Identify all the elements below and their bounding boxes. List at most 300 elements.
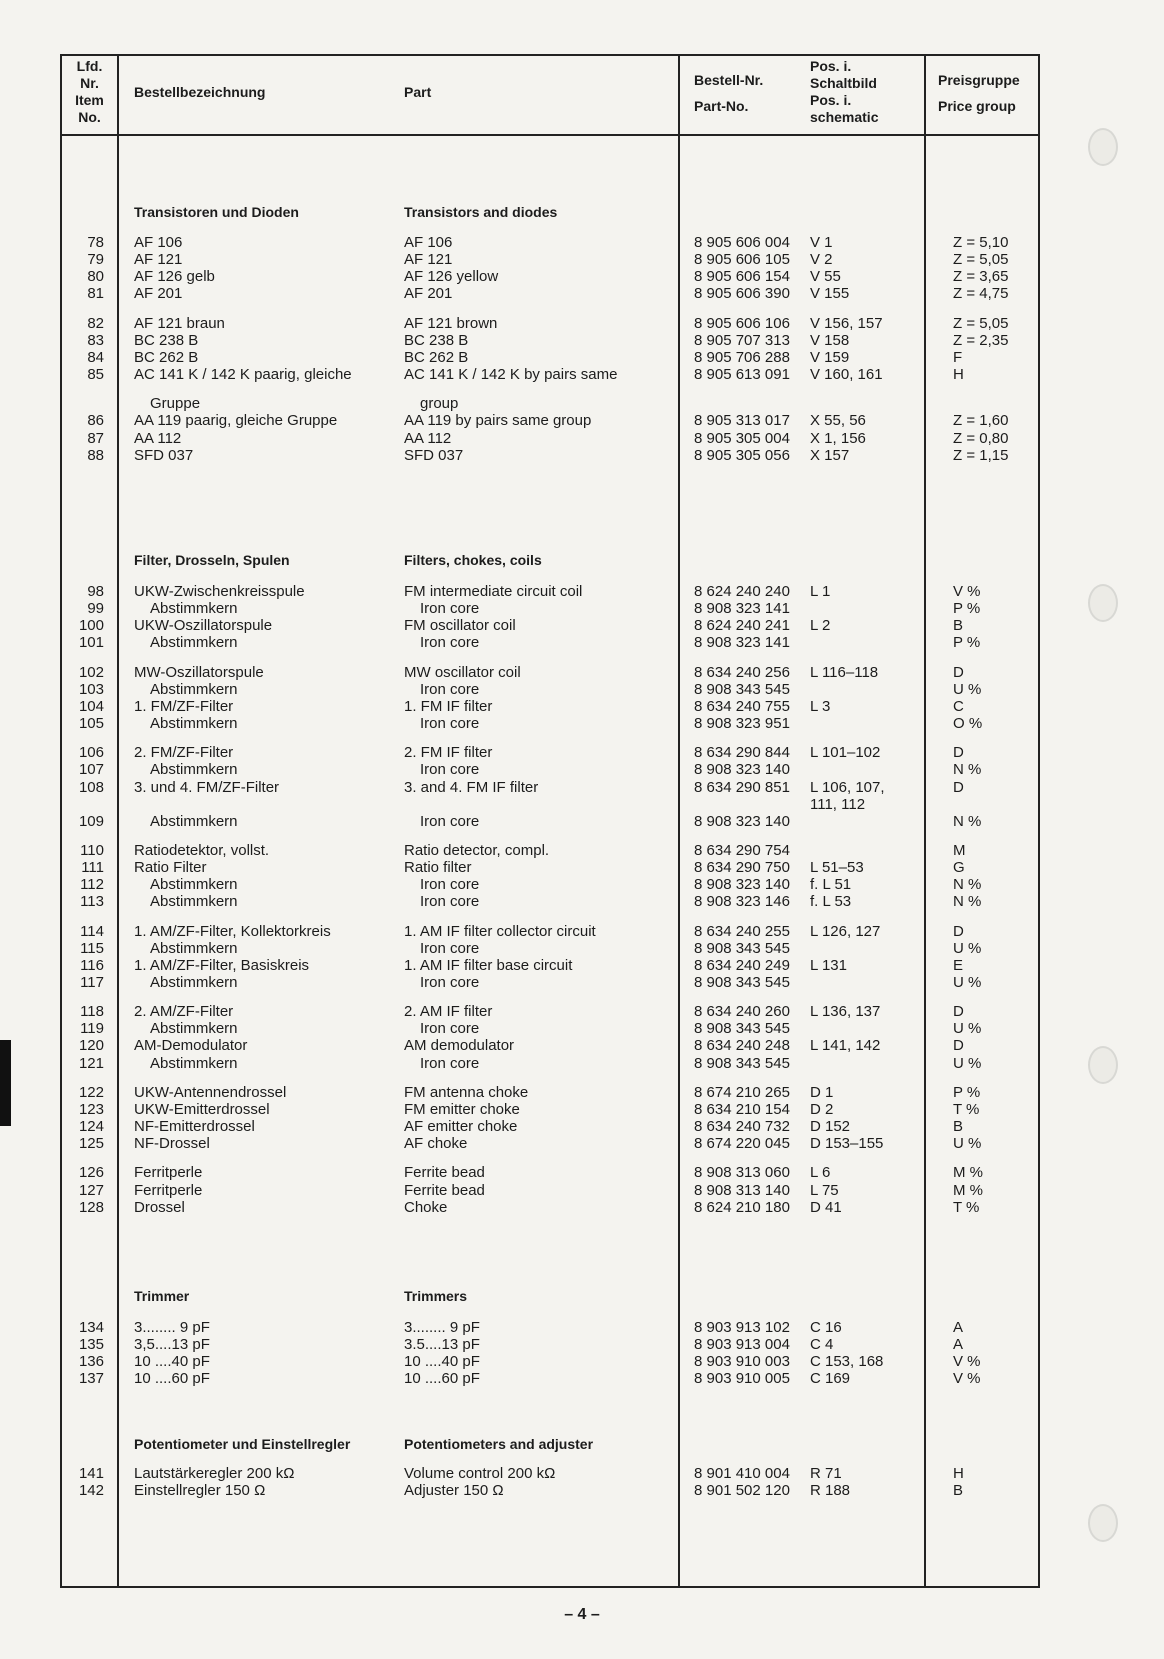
part-number: 8 634 210 154 (694, 1100, 790, 1118)
item-number: 83 (87, 331, 104, 349)
part-number: 8 634 240 249 (694, 956, 790, 974)
part-number: 8 905 313 017 (694, 412, 790, 430)
item-number: 112 (80, 876, 104, 894)
part-number: 8 905 305 056 (694, 446, 790, 464)
section-title-en: Transistors and diodes (404, 204, 558, 220)
price-group: N % (953, 893, 982, 911)
item-number: 119 (80, 1020, 104, 1038)
description-de: 1. AM/ZF-Filter, Basiskreis (134, 956, 310, 974)
schematic-position: L 3 (810, 697, 831, 715)
item-number: 111 (81, 859, 104, 877)
description-en: AF 126 yellow (404, 268, 499, 286)
table-row (62, 715, 1038, 732)
schematic-position: C 16 (810, 1319, 842, 1336)
section-title-en: Trimmers (404, 1288, 468, 1304)
part-number: 8 908 343 545 (694, 939, 790, 957)
table-row (62, 332, 1038, 349)
section-title-de: Trimmer (134, 1288, 190, 1304)
description-en: AF choke (404, 1135, 468, 1153)
description-de: Ratio Filter (134, 859, 207, 877)
table-row (62, 285, 1038, 302)
item-number: 124 (78, 1118, 104, 1136)
part-number: 8 634 240 755 (694, 697, 790, 715)
part-number: 8 634 240 260 (694, 1003, 790, 1021)
price-group: T % (953, 1198, 980, 1216)
part-number: 8 908 313 060 (694, 1164, 790, 1182)
table-row (62, 957, 1038, 974)
item-number: 118 (80, 1003, 104, 1021)
description-en: 2. FM IF filter (404, 744, 493, 762)
description-de: 3........ 9 pF (134, 1319, 210, 1336)
part-number: 8 905 606 105 (694, 251, 790, 269)
part-number: 8 905 606 390 (694, 285, 790, 303)
table-row (62, 664, 1038, 681)
description-en: Iron core (420, 715, 480, 733)
item-number: 115 (80, 939, 104, 957)
header-position: Pos. i. Schaltbild Pos. i. schematic (810, 58, 879, 125)
description-de: Lautstärkeregler 200 kΩ (134, 1465, 295, 1482)
description-de: AF 106 (134, 234, 183, 251)
table-row (62, 1319, 1038, 1336)
table-row (62, 859, 1038, 876)
price-group: F (953, 348, 963, 366)
part-number: 8 908 343 545 (694, 680, 790, 698)
price-group: V % (953, 583, 981, 600)
item-number: 78 (87, 234, 104, 251)
description-en: 1. AM IF filter base circuit (404, 956, 573, 974)
item-number: 120 (78, 1037, 104, 1055)
price-group: U % (953, 680, 982, 698)
header-part-no: Part-No. (694, 98, 749, 114)
price-group: D (953, 778, 964, 796)
price-group: Z = 5,05 (953, 314, 1009, 332)
table-row (62, 876, 1038, 893)
item-number: 104 (78, 697, 104, 715)
part-number: 8 905 707 313 (694, 331, 790, 349)
item-number: 126 (78, 1164, 104, 1182)
description-de: Abstimmkern (150, 876, 238, 894)
part-number: 8 674 220 045 (694, 1135, 790, 1153)
schematic-position: f. L 51 (810, 876, 852, 894)
part-number: 8 903 913 004 (694, 1336, 790, 1354)
price-group: N % (953, 812, 982, 830)
item-number: 121 (78, 1054, 104, 1072)
description-en: Iron core (420, 876, 480, 894)
price-group: D (953, 1037, 964, 1055)
description-en: Iron core (420, 1020, 480, 1038)
price-group: M % (953, 1181, 983, 1199)
description-en: Adjuster 150 Ω (404, 1482, 504, 1500)
description-en: BC 262 B (404, 348, 469, 366)
description-en: Ferrite bead (404, 1181, 485, 1199)
description-de: 1. FM/ZF-Filter (134, 697, 234, 715)
price-group: Z = 1,15 (953, 446, 1009, 464)
table-row (62, 1118, 1038, 1135)
schematic-position: R 188 (810, 1482, 851, 1500)
description-de: UKW-Emitterdrossel (134, 1100, 270, 1118)
price-group: U % (953, 1054, 982, 1072)
description-en: SFD 037 (404, 446, 464, 464)
schematic-position: V 160, 161 (810, 366, 883, 384)
schematic-position: 111, 112 (810, 795, 866, 813)
part-number: 8 908 323 951 (694, 715, 790, 733)
part-number: 8 903 913 102 (694, 1319, 790, 1336)
description-en: AM demodulator (404, 1037, 515, 1055)
price-group: U % (953, 974, 982, 991)
section-header (62, 1288, 1038, 1305)
punch-hole (1088, 1504, 1118, 1542)
item-number: 127 (78, 1181, 104, 1199)
schematic-position: L 51–53 (810, 859, 864, 877)
price-group: B (953, 1482, 964, 1500)
part-number: 8 674 210 265 (694, 1083, 790, 1101)
table-row (62, 761, 1038, 778)
item-number: 141 (78, 1465, 104, 1482)
price-group: H (953, 1465, 964, 1482)
table-row (62, 1055, 1038, 1072)
description-en: 3.5....13 pF (404, 1336, 480, 1354)
price-group: D (953, 1003, 964, 1021)
description-en: Iron core (420, 761, 480, 779)
description-en: Ratio filter (404, 859, 472, 877)
price-group: N % (953, 761, 982, 779)
description-de: 3. und 4. FM/ZF-Filter (134, 778, 280, 796)
part-number: 8 624 240 240 (694, 583, 790, 600)
description-en: Iron core (420, 812, 480, 830)
schematic-position: V 158 (810, 331, 850, 349)
description-en: group (420, 395, 459, 413)
item-number: 82 (87, 314, 104, 332)
description-en: 2. AM IF filter (404, 1003, 493, 1021)
description-de: AF 201 (134, 285, 183, 303)
item-number: 103 (78, 680, 104, 698)
table-row (62, 1182, 1038, 1199)
description-de: AM-Demodulator (134, 1037, 248, 1055)
description-en: 1. AM IF filter collector circuit (404, 922, 596, 940)
header-divider (62, 134, 1038, 136)
price-group: M (953, 841, 966, 859)
table-row (62, 268, 1038, 285)
schematic-position: L 141, 142 (810, 1037, 881, 1055)
table-row (62, 412, 1038, 429)
description-en: Iron core (420, 680, 480, 698)
table-row (62, 251, 1038, 268)
schematic-position: L 131 (810, 956, 847, 974)
description-de: NF-Drossel (134, 1135, 210, 1153)
table-row (62, 349, 1038, 366)
schematic-position: L 106, 107, (810, 778, 885, 796)
description-de: AF 126 gelb (134, 268, 215, 286)
description-de: Abstimmkern (150, 1020, 238, 1038)
table-row (62, 1037, 1038, 1054)
item-number: 80 (87, 268, 104, 286)
part-number: 8 905 606 106 (694, 314, 790, 332)
item-number: 85 (87, 366, 104, 384)
table-row (62, 923, 1038, 940)
item-number: 99 (87, 600, 104, 618)
part-number: 8 903 910 005 (694, 1370, 790, 1388)
part-number: 8 903 910 003 (694, 1353, 790, 1371)
item-number: 110 (80, 841, 104, 859)
description-en: Iron core (420, 1054, 480, 1072)
schematic-position: V 156, 157 (810, 314, 883, 332)
price-group: A (953, 1336, 964, 1354)
price-group: G (953, 859, 965, 877)
price-group: T % (953, 1100, 980, 1118)
item-number: 88 (87, 446, 104, 464)
binder-edge-mark (0, 1040, 11, 1126)
description-en: FM intermediate circuit coil (404, 583, 583, 600)
price-group: Z = 5,10 (953, 234, 1009, 251)
table-row (62, 1353, 1038, 1370)
header-preisgruppe: Preisgruppe (938, 72, 1020, 88)
description-de: Abstimmkern (150, 939, 238, 957)
description-en: BC 238 B (404, 331, 469, 349)
table-row (62, 744, 1038, 761)
description-en: Volume control 200 kΩ (404, 1465, 556, 1482)
table-row (62, 796, 1038, 813)
item-number: 100 (78, 617, 104, 635)
description-de: Abstimmkern (150, 680, 238, 698)
table-row (62, 617, 1038, 634)
punch-hole (1088, 584, 1118, 622)
item-number: 113 (80, 893, 104, 911)
section-title-de: Filter, Drosseln, Spulen (134, 552, 290, 568)
description-de: UKW-Oszillatorspule (134, 617, 273, 635)
description-de: AF 121 (134, 251, 183, 269)
description-de: AA 112 (134, 429, 182, 447)
table-row (62, 779, 1038, 796)
price-group: D (953, 922, 964, 940)
description-de: Abstimmkern (150, 812, 238, 830)
item-number: 105 (78, 715, 104, 733)
header-item-no: Lfd. Nr. Item No. (75, 58, 104, 125)
schematic-position: D 41 (810, 1198, 842, 1216)
price-group: O % (953, 715, 983, 733)
table-row (62, 1164, 1038, 1181)
part-number: 8 634 240 248 (694, 1037, 790, 1055)
part-number: 8 908 343 545 (694, 1054, 790, 1072)
description-de: UKW-Zwischenkreisspule (134, 583, 305, 600)
item-number: 109 (78, 812, 104, 830)
table-row (62, 430, 1038, 447)
description-de: Abstimmkern (150, 893, 238, 911)
item-number: 86 (87, 412, 104, 430)
price-group: V % (953, 1353, 981, 1371)
item-number: 79 (87, 251, 104, 269)
description-en: AF 121 (404, 251, 453, 269)
description-de: Abstimmkern (150, 634, 238, 652)
description-en: AF 106 (404, 234, 453, 251)
part-number: 8 908 323 141 (694, 600, 790, 618)
table-row (62, 395, 1038, 412)
description-de: Ferritperle (134, 1164, 203, 1182)
description-en: Iron core (420, 600, 480, 618)
item-number: 87 (87, 429, 104, 447)
schematic-position: L 1 (810, 583, 831, 600)
punch-hole (1088, 128, 1118, 166)
table-row (62, 634, 1038, 651)
part-number: 8 908 323 140 (694, 761, 790, 779)
item-number: 98 (87, 583, 104, 600)
schematic-position: D 153–155 (810, 1135, 884, 1153)
price-group: P % (953, 600, 981, 618)
schematic-position: X 1, 156 (810, 429, 866, 447)
description-de: AA 119 paarig, gleiche Gruppe (134, 412, 338, 430)
description-de: Ratiodetektor, vollst. (134, 841, 270, 859)
table-row (62, 813, 1038, 830)
item-number: 108 (78, 778, 104, 796)
table-row (62, 1465, 1038, 1482)
description-en: Choke (404, 1198, 448, 1216)
description-en: Iron core (420, 974, 480, 991)
item-number: 125 (78, 1135, 104, 1153)
schematic-position: V 159 (810, 348, 850, 366)
item-number: 137 (78, 1370, 104, 1388)
section-title-en: Potentiometers and adjuster (404, 1436, 594, 1452)
description-de: 2. FM/ZF-Filter (134, 744, 234, 762)
item-number: 122 (78, 1083, 104, 1101)
part-number: 8 624 240 241 (694, 617, 790, 635)
description-en: AA 112 (404, 429, 452, 447)
part-number: 8 908 323 141 (694, 634, 790, 652)
schematic-position: R 71 (810, 1465, 842, 1482)
schematic-position: C 4 (810, 1336, 834, 1354)
item-number: 81 (87, 285, 104, 303)
part-number: 8 908 323 140 (694, 876, 790, 894)
table-row (62, 1003, 1038, 1020)
schematic-position: D 152 (810, 1118, 851, 1136)
part-number: 8 908 323 146 (694, 893, 790, 911)
table-row (62, 1084, 1038, 1101)
description-en: FM oscillator coil (404, 617, 516, 635)
part-number: 8 908 343 545 (694, 974, 790, 991)
item-number: 84 (87, 348, 104, 366)
description-en: Iron core (420, 634, 480, 652)
schematic-position: V 155 (810, 285, 850, 303)
part-number: 8 908 313 140 (694, 1181, 790, 1199)
table-row (62, 1101, 1038, 1118)
description-en: 3. and 4. FM IF filter (404, 778, 539, 796)
section-title-en: Filters, chokes, coils (404, 552, 542, 568)
table-row (62, 842, 1038, 859)
price-group: H (953, 366, 964, 384)
page-number: – 4 – (564, 1606, 600, 1623)
description-de: Abstimmkern (150, 1054, 238, 1072)
schematic-position: D 2 (810, 1100, 834, 1118)
part-number: 8 901 502 120 (694, 1482, 790, 1500)
part-number: 8 905 305 004 (694, 429, 790, 447)
schematic-position: V 55 (810, 268, 841, 286)
schematic-position: L 116–118 (810, 663, 879, 681)
description-en: 3........ 9 pF (404, 1319, 480, 1336)
price-group: V % (953, 1370, 981, 1388)
description-de: 3,5....13 pF (134, 1336, 210, 1354)
schematic-position: D 1 (810, 1083, 834, 1101)
price-group: B (953, 1118, 964, 1136)
header-bestellbezeichnung: Bestellbezeichnung (134, 84, 266, 100)
part-number: 8 634 290 754 (694, 841, 790, 859)
description-en: 1. FM IF filter (404, 697, 493, 715)
description-de: 10 ....40 pF (134, 1353, 210, 1371)
table-row (62, 940, 1038, 957)
description-en: FM antenna choke (404, 1083, 529, 1101)
schematic-position: V 1 (810, 234, 833, 251)
description-en: AF 121 brown (404, 314, 498, 332)
schematic-position: L 136, 137 (810, 1003, 881, 1021)
item-number: 117 (80, 974, 104, 991)
item-number: 116 (80, 956, 104, 974)
description-en: MW oscillator coil (404, 663, 521, 681)
item-number: 106 (78, 744, 104, 762)
part-number: 8 901 410 004 (694, 1465, 790, 1482)
table-row (62, 1336, 1038, 1353)
description-en: FM emitter choke (404, 1100, 520, 1118)
table-row (62, 600, 1038, 617)
schematic-position: L 101–102 (810, 744, 881, 762)
section-title-de: Transistoren und Dioden (134, 204, 299, 220)
description-en: AC 141 K / 142 K by pairs same (404, 366, 618, 384)
part-number: 8 634 290 750 (694, 859, 790, 877)
description-de: AC 141 K / 142 K paarig, gleiche (134, 366, 352, 384)
schematic-position: X 157 (810, 446, 850, 464)
price-group: U % (953, 939, 982, 957)
description-de: 2. AM/ZF-Filter (134, 1003, 234, 1021)
item-number: 135 (78, 1336, 104, 1354)
price-group: Z = 0,80 (953, 429, 1009, 447)
section-header (62, 204, 1038, 221)
schematic-position: V 2 (810, 251, 833, 269)
description-en: Ratio detector, compl. (404, 841, 550, 859)
description-de: 1. AM/ZF-Filter, Kollektorkreis (134, 922, 331, 940)
header-part: Part (404, 84, 432, 100)
description-de: BC 262 B (134, 348, 199, 366)
table-row (62, 1199, 1038, 1216)
table-row (62, 893, 1038, 910)
table-row (62, 366, 1038, 383)
price-group: M % (953, 1164, 983, 1182)
section-header (62, 1436, 1038, 1453)
description-en: 10 ....40 pF (404, 1353, 480, 1371)
description-de: Ferritperle (134, 1181, 203, 1199)
description-en: AF emitter choke (404, 1118, 518, 1136)
table-row (62, 698, 1038, 715)
description-en: AA 119 by pairs same group (404, 412, 592, 430)
price-group: D (953, 744, 964, 762)
description-de: Abstimmkern (150, 715, 238, 733)
price-group: P % (953, 1083, 981, 1101)
price-group: P % (953, 634, 981, 652)
part-number: 8 905 606 154 (694, 268, 790, 286)
section-title-de: Potentiometer und Einstellregler (134, 1436, 351, 1452)
price-group: U % (953, 1135, 982, 1153)
description-de: AF 121 braun (134, 314, 225, 332)
price-group: Z = 5,05 (953, 251, 1009, 269)
price-group: A (953, 1319, 964, 1336)
description-de: Einstellregler 150 Ω (134, 1482, 266, 1500)
description-de: Abstimmkern (150, 600, 238, 618)
price-group: Z = 2,35 (953, 331, 1009, 349)
section-header (62, 552, 1038, 569)
schematic-position: L 126, 127 (810, 922, 881, 940)
table-row (62, 1135, 1038, 1152)
part-number: 8 905 606 004 (694, 234, 790, 251)
description-de: UKW-Antennendrossel (134, 1083, 287, 1101)
part-number: 8 634 240 255 (694, 922, 790, 940)
part-number: 8 634 290 851 (694, 778, 790, 796)
schematic-position: C 169 (810, 1370, 851, 1388)
description-de: Gruppe (150, 395, 201, 413)
